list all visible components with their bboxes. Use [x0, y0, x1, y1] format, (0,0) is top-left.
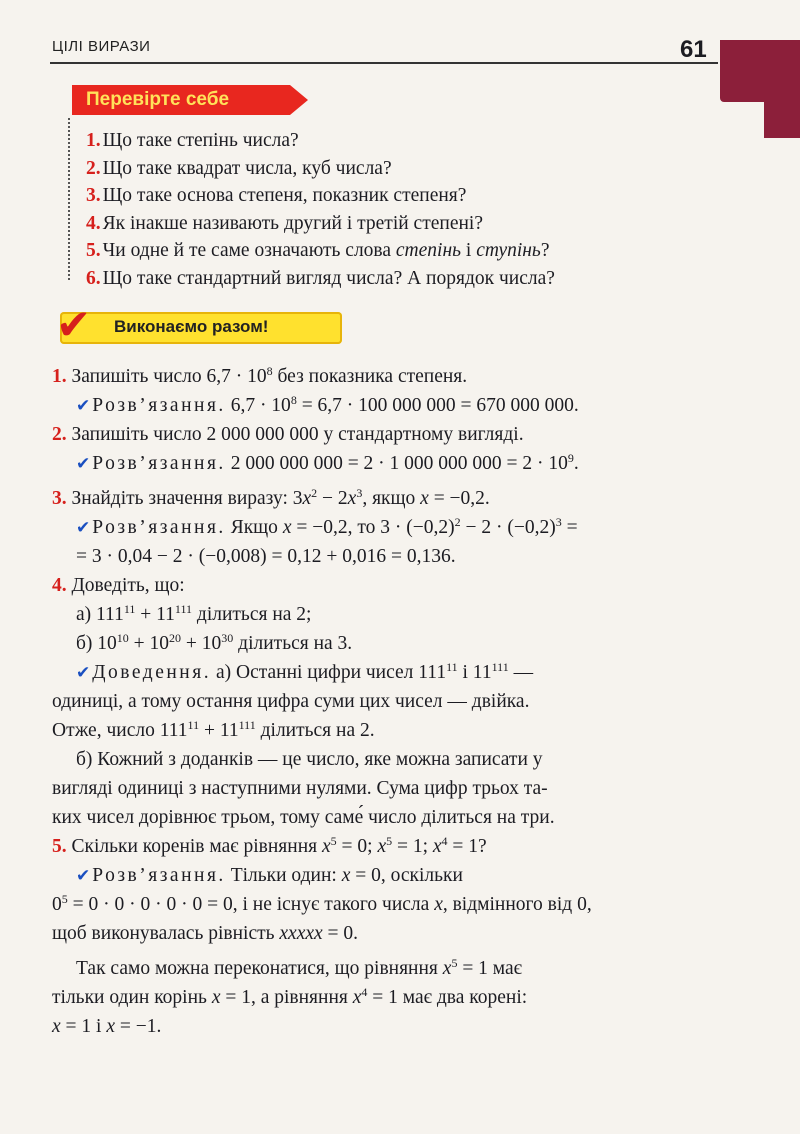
- together-title: Виконаємо разом!: [114, 317, 269, 336]
- section-title: ЦІЛІ ВИРАЗИ: [52, 38, 151, 55]
- together-banner: [52, 300, 342, 349]
- final-line2: тільки один корінь x = 1, а рівняння $x^4 = 1$ має два корені:: [52, 985, 528, 1008]
- checkmark-icon: ✔: [56, 300, 92, 349]
- problem-4-task: 4. Доведіть, що:: [52, 575, 185, 596]
- problem-5-solution-line3: щоб виконувалась рівність xxxxx = 0.: [52, 923, 359, 944]
- problem-4a: а) $111^{11} + 11^{111}$ ділиться на 2;: [76, 602, 312, 625]
- check-yourself-title: Перевірте себе: [86, 89, 230, 110]
- problem-4-proof-line2: одиниці, а тому остання цифра суми цих чисел — двійка.: [52, 691, 530, 712]
- question-item: 1. Що таке степінь числа?: [86, 130, 299, 151]
- dotted-guide-line: [68, 118, 70, 280]
- problem-2-solution: ✔ Розв’язання. 2 000 000 000 = 2 · 1 000 000 $000 = 2 \cdot 10^9$.: [76, 451, 579, 474]
- problem-3-task: 3. Знайдіть значення виразу: $3x^2 - 2x^3$, якщо x = −0,2.: [52, 486, 490, 509]
- final-line3: x = 1 і x = −1.: [52, 1016, 162, 1037]
- check-icon: ✔: [76, 454, 91, 474]
- problem-2-task: 2. Запишіть число 2 000 000 000 у стандартному вигляді.: [52, 424, 524, 445]
- page-number: 61: [680, 36, 707, 63]
- problem-4-proof-b2: вигляді одиниці з наступними нулями. Сума цифр трьох та-: [52, 778, 548, 799]
- check-icon: ✔: [76, 396, 91, 416]
- problem-4-proof-b1: б) Кожний з доданків — це число, яке можна записати у: [76, 749, 543, 770]
- corner-tab: [720, 40, 800, 102]
- problem-1-solution: ✔ Розв’язання. $6,7 \cdot 10^8 = 6,7 \cdot 100$ 000 000 = 670 000 000.: [76, 393, 579, 416]
- check-yourself-banner: [72, 85, 290, 115]
- final-line1: Так само можна переконатися, що рівняння $x^5 = 1$ має: [76, 956, 523, 979]
- check-icon: ✔: [76, 663, 91, 683]
- header-rule: [50, 62, 718, 64]
- problem-5-solution-line2: $0^5 = 0 \cdot 0 \cdot 0 \cdot 0 \cdot 0 = 0$, і не існує такого числа x, відмінного від 0,: [52, 892, 592, 915]
- question-item: 6. Що таке стандартний вигляд числа? А порядок числа?: [86, 267, 555, 289]
- question-item: 5. Чи одне й те саме означають слова степінь і ступінь?: [86, 240, 550, 261]
- question-item: 4. Як інакше називають другий і третій степені?: [86, 212, 483, 234]
- question-item: 3. Що таке основа степеня, показник степеня?: [86, 185, 467, 206]
- problem-5-solution: ✔ Розв’язання. Тільки один: x = 0, оскільки: [76, 865, 463, 886]
- check-icon: ✔: [76, 866, 91, 886]
- problem-4-proof-b3: ких чисел дорівнює трьом, тому саме́ число ділиться на три.: [52, 807, 555, 828]
- problem-3-solution-cont: = 3 · 0,04 − 2 · (−0,008) = 0,12 + 0,016 = 0,136.: [76, 546, 456, 567]
- problem-4-proof-line3: Отже, число $111^{11} + 11^{111}$ ділиться на 2.: [52, 718, 375, 741]
- question-item: 2. Що таке квадрат числа, куб числа?: [86, 157, 392, 179]
- problem-3-solution: ✔ Розв’язання. Якщо x = −0,2, то $3 \cdot (-0,2)^2 - 2 \cdot (-0,2)^3$ =: [76, 515, 578, 538]
- question-list: [86, 127, 726, 292]
- problem-4-proof: ✔ Доведення. а) Останні цифри чисел $111^{11}$ і $11^{111}$ —: [76, 660, 534, 683]
- problem-1-task: 1. Запишіть число $6,7 \cdot 10^8$ без показника степеня.: [52, 364, 468, 387]
- problem-5-task: 5. Скільки коренів має рівняння $x^5 = 0$; $x^5 = 1$; $x^4 = 1$?: [52, 834, 487, 857]
- problem-4b: б) $10^{10} + 10^{20} + 10^{30}$ ділиться на 3.: [76, 631, 353, 654]
- check-icon: ✔: [76, 518, 91, 538]
- corner-tab-extension: [764, 102, 800, 138]
- worked-examples: [52, 362, 732, 1041]
